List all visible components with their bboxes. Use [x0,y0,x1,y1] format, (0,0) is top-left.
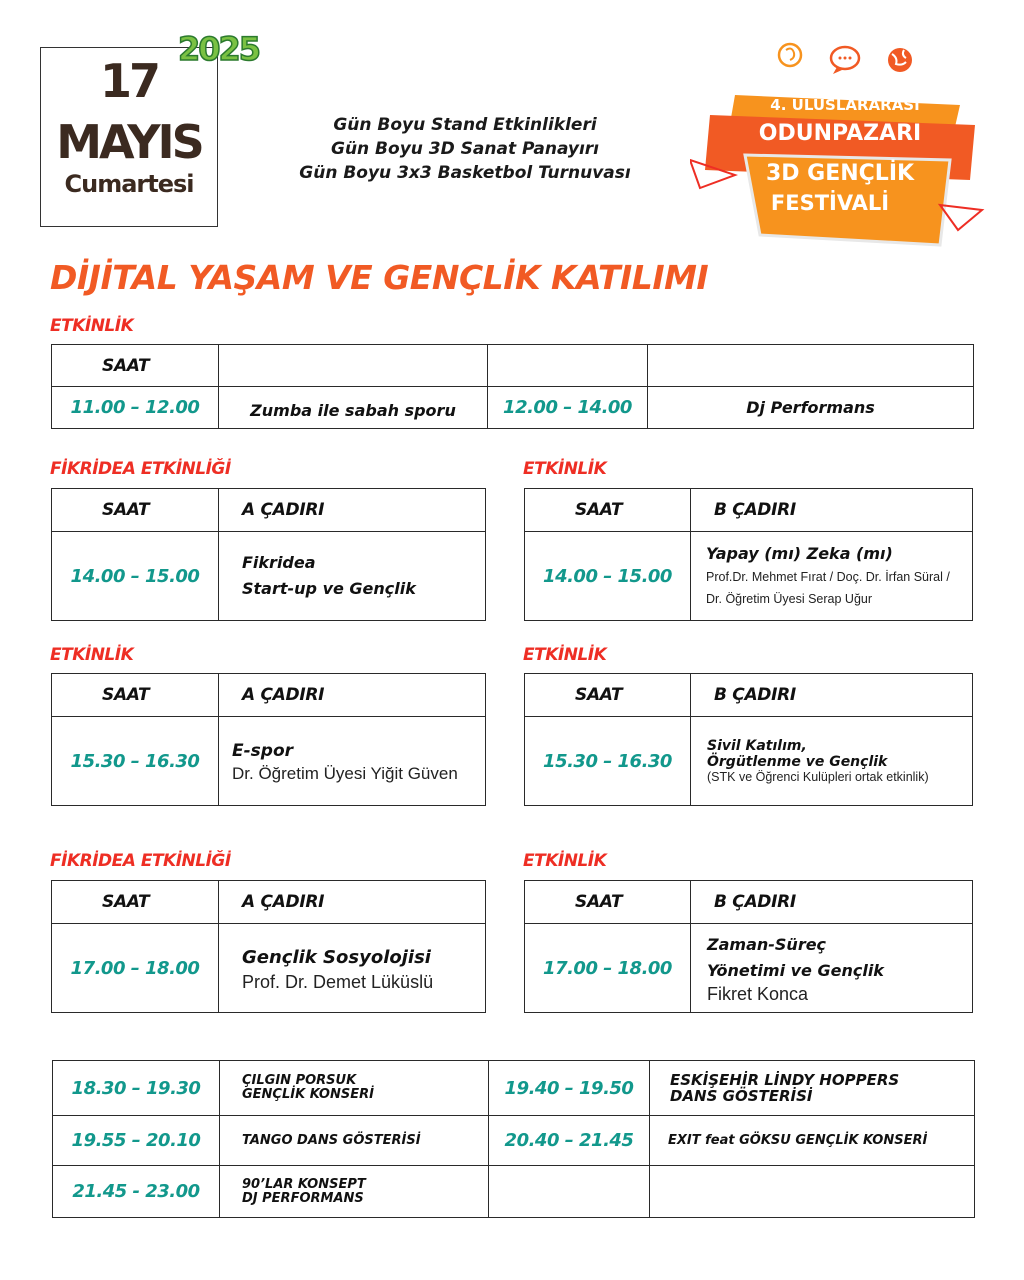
event-title: EXIT feat GÖKSU GENÇLİK KONSERİ [668,1132,928,1148]
time-cell: 18.30 – 19.30 [53,1061,220,1116]
event-cell [650,1061,975,1116]
ear-icon [779,44,801,66]
event-note: (STK ve Öğrenci Kulüpleri ortak etkinlik) [707,770,929,784]
header-line-1: Gün Boyu Stand Etkinlikleri [333,115,597,135]
tent-header: A ÇADIRI [219,489,486,532]
table-row [53,1061,975,1116]
event-cell [219,532,486,621]
event-cell [650,1116,975,1166]
section-label: FİKRİDEA ETKİNLİĞİ [50,851,231,871]
date-month: MAYIS [56,115,202,169]
event-cell [691,532,973,621]
section-label: ETKİNLİK [523,459,607,479]
saat-header: SAAT [525,881,691,924]
section-label: ETKİNLİK [50,316,134,336]
tent-header: B ÇADIRI [691,674,973,717]
saat-header: SAAT [52,345,219,387]
saat-header: SAAT [52,881,219,924]
time-cell: 15.30 – 16.30 [52,717,219,806]
section-label: ETKİNLİK [523,645,607,665]
time-cell: 19.40 – 19.50 [489,1061,650,1116]
event-cell [220,1166,489,1218]
logo-line1: 4. ULUSLARARASI [770,96,920,114]
event-cell [220,1061,489,1116]
festival-logo [690,40,990,270]
event-cell [691,717,973,806]
event-speakers: Prof.Dr. Mehmet Fırat / Doç. Dr. İrfan Süral / [706,570,950,584]
schedule-table-a2 [51,673,486,806]
time-cell: 20.40 – 21.45 [489,1116,650,1166]
table-row [53,1166,975,1218]
event-cell [219,924,486,1013]
event-title: E-spor [232,741,294,761]
table-row [53,1116,975,1166]
tent-header: A ÇADIRI [219,674,486,717]
event-title: Yönetimi ve Gençlik [707,960,884,980]
saat-header: SAAT [525,489,691,532]
event-speaker: Fikret Konca [707,983,809,1004]
time-cell: 17.00 – 18.00 [525,924,691,1013]
time-cell: 21.45 - 23.00 [53,1166,220,1218]
event-title: 90’LAR KONSEPT [242,1176,366,1192]
tent-header: B ÇADIRI [691,881,973,924]
saat-header: SAAT [525,674,691,717]
header-line-3: Gün Boyu 3x3 Basketbol Turnuvası [299,163,631,183]
logo-line3: 3D GENÇLİK [765,161,915,186]
section-label: FİKRİDEA ETKİNLİĞİ [50,459,231,479]
time-cell: 11.00 – 12.00 [52,387,219,429]
schedule-table-b2 [524,673,973,806]
event-speaker: Dr. Öğretim Üyesi Yiğit Güven [232,764,458,783]
header-line-2: Gün Boyu 3D Sanat Panayırı [330,139,600,159]
time-cell: 19.55 – 20.10 [53,1116,220,1166]
event-cell: Zumba ile sabah sporu [219,387,488,429]
event-cell: Dj Performans [648,387,974,429]
time-cell: 14.00 – 15.00 [525,532,691,621]
section-label: ETKİNLİK [523,851,607,871]
event-title: Sivil Katılım, [707,738,807,754]
event-title: DJ PERFORMANS [242,1190,364,1206]
time-cell: 15.30 – 16.30 [525,717,691,806]
event-title: TANGO DANS GÖSTERİSİ [242,1132,421,1148]
logo-line4: FESTİVALİ [770,191,890,215]
event-title: Örgütlenme ve Gençlik [707,754,888,770]
schedule-table-morning [51,344,974,429]
event-title: GENÇLİK KONSERİ [242,1087,374,1102]
event-title: ÇILGIN PORSUK [242,1073,357,1088]
saat-header: SAAT [52,489,219,532]
schedule-table-a1 [51,488,486,621]
event-cell [691,924,973,1013]
saat-header: SAAT [52,674,219,717]
event-speaker: Prof. Dr. Demet Lüküslü [242,971,434,992]
event-title: Start-up ve Gençlik [242,579,416,598]
time-cell: 14.00 – 15.00 [52,532,219,621]
schedule-table-b1 [524,488,973,621]
time-cell: 12.00 – 14.00 [488,387,648,429]
logo-line2: ODUNPAZARI [758,121,922,146]
schedule-table-evening [52,1060,975,1218]
schedule-table-b3 [524,880,973,1013]
chat-bubble-icon [831,47,859,74]
globe-icon [888,48,912,72]
time-cell: 17.00 – 18.00 [52,924,219,1013]
event-speakers: Dr. Öğretim Üyesi Serap Uğur [706,592,873,606]
event-title: Fikridea [242,553,316,572]
year: 2025 [178,30,260,68]
event-cell [219,717,486,806]
date-weekday: Cumartesi [64,170,194,198]
event-title: DANS GÖSTERİSİ [670,1087,813,1105]
page-title: DİJİTAL YAŞAM VE GENÇLİK KATILIMI [50,258,709,297]
event-cell [220,1116,489,1166]
event-title: Zaman-Süreç [707,934,827,954]
event-title: ESKİŞEHİR LİNDY HOPPERS [670,1071,900,1089]
section-label: ETKİNLİK [50,645,134,665]
tent-header: A ÇADIRI [219,881,486,924]
tent-header: B ÇADIRI [691,489,973,532]
schedule-table-a3 [51,880,486,1013]
event-title: Gençlik Sosyolojisi [242,946,431,968]
event-title: Yapay (mı) Zeka (mı) [706,544,893,563]
date-day: 17 [99,54,158,108]
